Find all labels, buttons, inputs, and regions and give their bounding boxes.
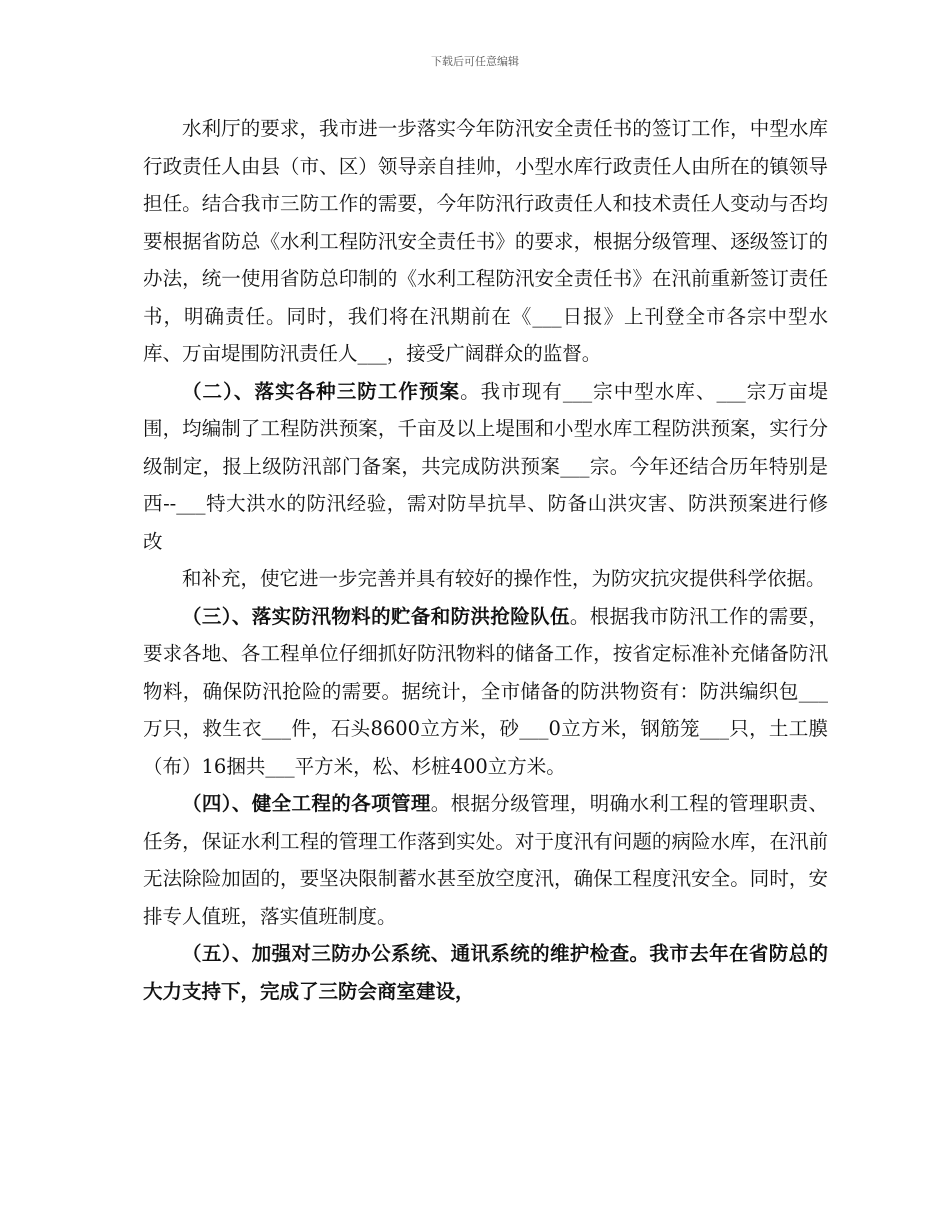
paragraph-text: 。根据分级管理，明确水利工程的管理职责、任务，保证水利工程的管理工作落到实处。对于度汛有问题的病险水库，在汛前无法除险加固的，要坚决限制蓄水甚至放空度汛，确保工程度汛安全。同时，安排专人值班，落实值班制度。 — [143, 792, 828, 928]
paragraph-text: 。我市去年在省防总的大力支持下，完成了三防会商室建设， — [143, 942, 828, 1003]
section-heading: （四）、健全工程的各项管理 — [182, 792, 431, 815]
paragraph-text: 。我市现有___宗中型水库、___宗万亩堤围，均编制了工程防洪预案，千亩及以上堤围和小型水库工程防洪预案，实行分级制定，报上级防汛部门备案，共完成防洪预案___宗。今年还结合历年特别是西--___特大洪水的防汛经验，需对防旱抗旱、防备山洪灾害、防洪预案进行修改 — [143, 379, 828, 553]
paragraph-plans — [143, 373, 828, 561]
section-heading: （五）、加强对三防办公系统、通讯系统的维护检查 — [182, 942, 630, 965]
paragraph-communications — [143, 935, 828, 1010]
page-header: 下载后可任意编辑 — [431, 55, 519, 68]
paragraph-text: 和补充，使它进一步完善并具有较好的操作性，为防灾抗灾提供科学依据。 — [182, 567, 826, 590]
paragraph-management — [143, 785, 828, 935]
paragraph-text: 。根据我市防汛工作的需要，要求各地、各工程单位仔细抓好防汛物料的储备工作，按省定标准补充储备防汛物料，确保防汛抢险的需要。据统计，全市储备的防洪物资有：防洪编织包___万只，救生衣___件，石头8600立方米，砂___0立方米，钢筋笼___只，土工膜（布）16捆共___平方米，松、杉桩400立方米。 — [143, 604, 828, 778]
paragraph-plans-continued — [143, 560, 828, 598]
document-body — [143, 110, 828, 1010]
section-heading: （二）、落实各种三防工作预案 — [182, 379, 461, 403]
paragraph-materials — [143, 598, 828, 786]
paragraph-responsibility — [143, 110, 828, 373]
section-heading: （三）、落实防汛物料的贮备和防洪抢险队伍 — [182, 604, 570, 628]
paragraph-text: 水利厅的要求，我市进一步落实今年防汛安全责任书的签订工作，中型水库行政责任人由县（市、区）领导亲自挂帅，小型水库行政责任人由所在的镇领导担任。结合我市三防工作的需要，今年防汛行政责任人和技术责任人变动与否均要根据省防总《水利工程防汛安全责任书》的要求，根据分级管理、逐级签订的办法，统一使用省防总印制的《水利工程防汛安全责任书》在汛前重新签订责任书，明确责任。同时，我们将在汛期前在《___日报》上刊登全市各宗中型水库、万亩堤围防汛责任人___，接受广阔群众的监督。 — [143, 117, 828, 365]
